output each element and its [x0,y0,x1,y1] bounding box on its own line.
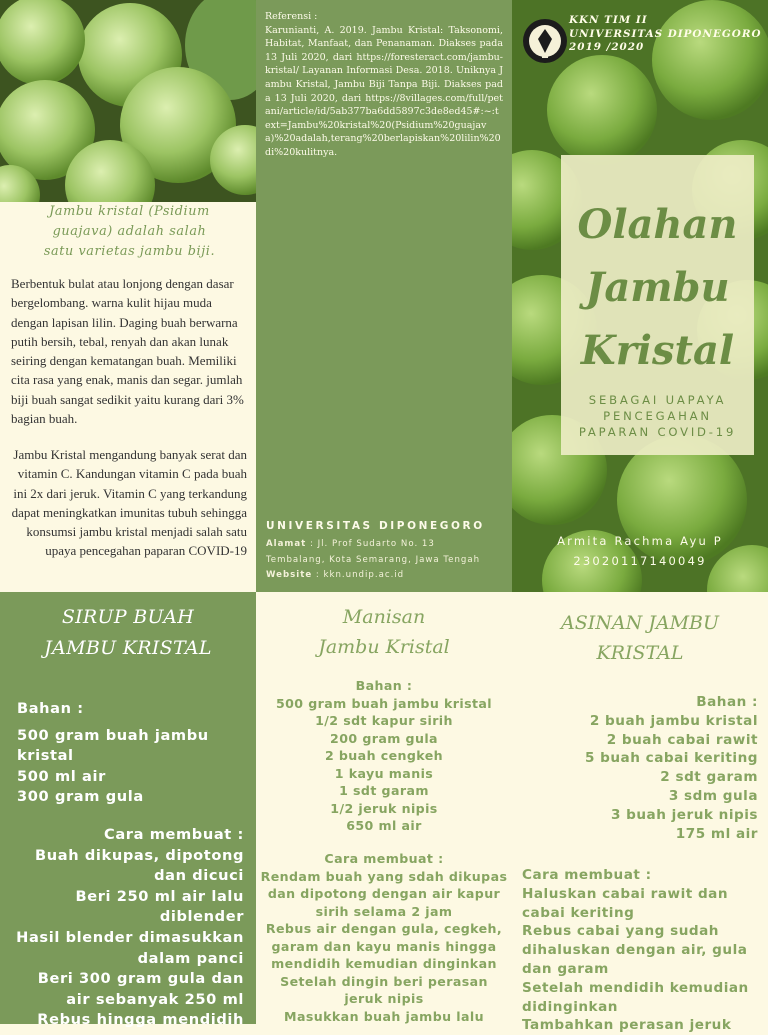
manisan-step-item: Rendam buah yang sdah dikupas dan dipotong dengan air kapur sirih selama 2 jam [260,868,508,919]
asinan-ingredient-item: 175 ml air [675,825,758,842]
manisan-step-item: Masukkan buah jambu lalu [284,1008,484,1024]
asinan-ingredient-item: 3 sdm gula [668,787,758,804]
intro-heading: Jambu kristal (Psidium guajava) adalah salah satu varietas jambu biji. [43,204,216,259]
asinan-ingredient-item: 3 buah jeruk nipis [610,806,758,823]
asinan-ingredient-item: 2 sdt garam [660,769,758,786]
sirup-ingredient-item: 500 gram buah jambu kristal [17,726,209,765]
address-line [266,539,512,549]
asinan-step-item: Tambahkan perasan jeruk [522,1017,732,1034]
sirup-step-item: Hasil blender dimasukkan dalam panci [16,928,244,967]
asinan-title: ASINAN JAMBU KRISTAL [560,612,720,664]
cover-subtitle: SEBAGAI UAPAYA PENCEGAHAN PAPARAN COVID-19 [578,393,737,439]
asinan-steps [522,866,768,1035]
manisan-ingredients [260,677,508,835]
sirup-step-item: Rebus hingga mendidih [37,1011,244,1029]
sirup-cara-label: Cara membuat : [104,826,244,843]
manisan-bahan-label: Bahan : [355,678,413,693]
references-panel [256,0,512,592]
sirup-steps [12,825,244,1031]
address-line-2: Tembalang, Kota Semarang, Jawa Tengah [266,555,481,565]
references-label: Referensi : [265,11,318,22]
manisan-ingredient-item: 1 kayu manis [334,765,434,781]
references-text [265,10,503,160]
sirup-recipe-panel [0,592,256,1029]
intro-vitamin-text: Jambu Kristal mengandung banyak serat dan vitamin C. Kandungan vitamin C pada buah ini 2x dari jeruk. Vitamin C yang terkandung dapat meningkatkan imunitas tubuh sehingga konsumsi jambu kristal menjadi salah satu upaya pencegahan paparan COVID-19 [11,447,247,559]
manisan-step-item: Setelah dingin beri perasan jeruk nipis [280,973,488,1006]
manisan-recipe-panel [256,592,512,1024]
author-name: Armita Rachma Ayu P [557,534,723,548]
website-label: Website [266,570,313,580]
asinan-step-item: Rebus cabai yang sudah dihaluskan dengan air, gula dan garam [522,923,748,977]
intro-description: Berbentuk bulat atau lonjong dengan dasar bergelombang. warna kulit hijau muda dengan lapisan lilin. Daging buah berwarna putih bersih, tebal, renyah dan akan lunak seiring dengan kematangan buah. Memiliki cita rasa yang enak, manis dan segar. jumlah biji buah sangat sedikit yaitu kurang dari 3% bagian buah. [11,276,244,427]
asinan-ingredient-item: 2 buah cabai rawit [606,731,758,748]
sirup-ingredient-item: 500 ml air [17,767,106,785]
university-name: UNIVERSITAS DIPONEGORO [266,520,485,532]
intro-panel [0,202,256,592]
undip-emblem-icon [522,15,568,67]
cover-panel [512,0,768,592]
website-value: : kkn.undip.ac.id [315,570,405,580]
manisan-ingredient-item: 2 buah cengkeh [324,748,444,763]
sirup-ingredient-item: 300 gram gula [17,788,144,806]
title-box [561,155,754,455]
manisan-ingredient-item: 500 gram buah jambu kristal [275,695,493,711]
manisan-ingredient-item: 200 gram gula [330,730,438,746]
manisan-cara-label: Cara membuat : [324,851,444,866]
manisan-ingredient-item: 650 ml air [346,818,422,833]
address-label: Alamat [266,539,307,549]
asinan-ingredient-item: 2 buah jambu kristal [589,712,758,729]
asinan-step-item: Setelah mendidih kemudian didinginkan [522,979,749,1015]
asinan-bahan-label: Bahan : [696,694,758,710]
sirup-bahan-label: Bahan : [17,700,84,717]
manisan-ingredient-item: 1/2 sdt kapur sirih [315,713,453,728]
author-id: 23020117140049 [573,554,707,568]
manisan-steps [260,850,508,1025]
manisan-step-item: Rebus air dengan gula, cegkeh, garam dan kayu manis hingga mendidih kemudian dinginkan [265,921,503,971]
address-value: : Jl. Prof Sudarto No. 13 [310,539,435,549]
manisan-ingredient-item: 1 sdt garam [339,783,429,798]
asinan-ingredients [512,693,758,843]
cover-title: Olahan Jambu Kristal [577,201,738,374]
sirup-step-item: Beri 300 gram gula dan air sebanyak 250 ml [37,970,244,1008]
references-body: Karunianti, A. 2019. Jambu Kristal: Taksonomi, Habitat, Manfaat, dan Penanaman. Diakses pada 13 Juli 2020, dari https://foresteract.com/jambu-kristal/ Layanan Informasi Desa. 2018. Uniknya Jambu Kristal, Jambu Biji Tanpa Biji. Diakses pada 13 Juli 2020, dari https://8villages.com/full/petani/article/id/5ab377ba6dd5897c3de8ed45#:~:text=Jambu%20kristal%20(Psidium%20guajava)%20adalah,terang%20berlapiskan%20lilin%20di%20kulitnya. [265,24,503,158]
sirup-step-item: Beri 250 ml air lalu diblender [75,887,244,926]
asinan-step-item: Haluskan cabai rawit dan cabai keriting [522,885,729,921]
manisan-ingredient-item: 1/2 jeruk nipis [330,800,438,816]
asinan-ingredient-item: 5 buah cabai keriting [584,750,758,767]
sirup-title: SIRUP BUAH JAMBU KRISTAL [44,606,212,659]
website-line [266,570,512,580]
sirup-ingredients [17,699,247,808]
sirup-step-item: Buah dikupas, dipotong dan dicuci [35,846,244,885]
guava-photo [0,0,256,202]
manisan-title: Manisan Jambu Kristal [318,606,450,658]
kkn-team-label: KKN TIM II UNIVERSITAS DIPONEGORO 2019 /2020 [569,14,762,54]
guava-photo-image [0,0,256,202]
asinan-cara-label: Cara membuat : [522,867,652,883]
asinan-recipe-panel [512,592,768,1034]
